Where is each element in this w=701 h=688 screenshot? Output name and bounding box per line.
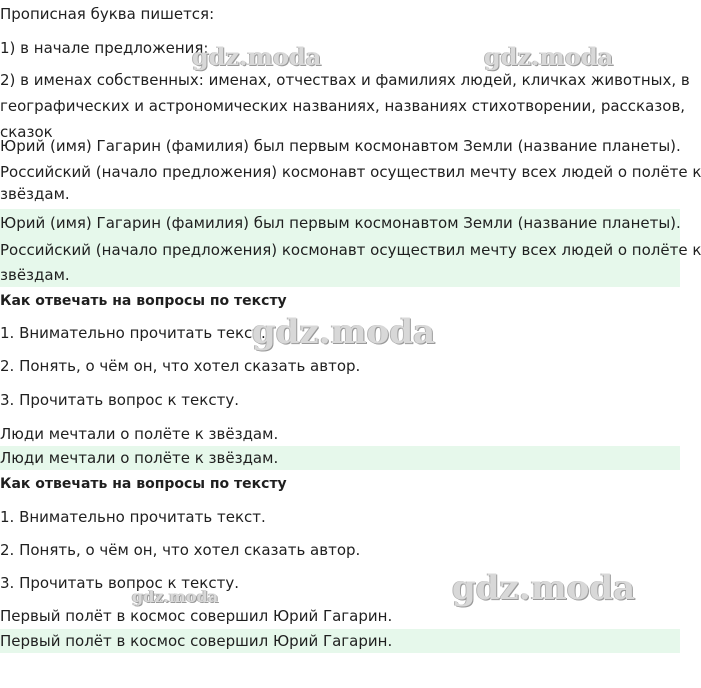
answer-1-block xyxy=(0,209,701,287)
answer-1-line-2: Российский (начало предложения) космонавт осуществил мечту всех людей о полёте к xyxy=(0,241,701,259)
watermark: gdz.moda xyxy=(132,587,219,606)
example-2-text: Люди мечтали о полёте к звёздам. xyxy=(0,425,279,443)
guide-2-step-2: 2. Понять, о чём он, что хотел сказать автор. xyxy=(0,541,361,559)
guide-1-heading: Как отвечать на вопросы по тексту xyxy=(0,293,287,309)
watermark: gdz.moda xyxy=(192,42,322,71)
watermark: gdz.moda xyxy=(252,312,436,352)
example-1-line-3: звёздам. xyxy=(0,185,70,203)
guide-1-step-2: 2. Понять, о чём он, что хотел сказать автор. xyxy=(0,357,361,375)
guide-1-step-3: 3. Прочитать вопрос к тексту. xyxy=(0,391,239,409)
answer-1-line-1: Юрий (имя) Гагарин (фамилия) был первым космонавтом Земли (название планеты). xyxy=(0,214,681,232)
rule-heading: Прописная буква пишется: xyxy=(0,5,215,23)
guide-2-step-1: 1. Внимательно прочитать текст. xyxy=(0,508,266,526)
example-3-text: Первый полёт в космос совершил Юрий Гагарин. xyxy=(0,607,393,625)
example-1-line-2: Российский (начало предложения) космонавт осуществил мечту всех людей о полёте к xyxy=(0,163,701,181)
watermark: gdz.moda xyxy=(484,42,614,71)
answer-2-text: Люди мечтали о полёте к звёздам. xyxy=(0,449,279,467)
rule-item-2-line-3: сказок xyxy=(0,123,53,141)
answer-3-block xyxy=(0,629,680,653)
example-1-line-1: Юрий (имя) Гагарин (фамилия) был первым космонавтом Земли (название планеты). xyxy=(0,137,681,155)
guide-1-step-1: 1. Внимательно прочитать текст. xyxy=(0,324,266,342)
rule-item-2-line-2: географических и астрономических названиях, названиях стихотворении, рассказов, xyxy=(0,97,686,115)
guide-2-heading: Как отвечать на вопросы по тексту xyxy=(0,476,287,492)
answer-1-line-3: звёздам. xyxy=(0,266,70,284)
answer-3-text: Первый полёт в космос совершил Юрий Гагарин. xyxy=(0,632,393,650)
rule-item-2-clip xyxy=(0,122,680,141)
rule-item-1: 1) в начале предложения; xyxy=(0,39,209,57)
answer-2-block xyxy=(0,446,680,470)
watermark: gdz.moda xyxy=(452,568,636,608)
guide-2-step-3: 3. Прочитать вопрос к тексту. xyxy=(0,574,239,592)
rule-item-2-line-1: 2) в именах собственных: именах, отчествах и фамилиях людей, кличках животных, в xyxy=(0,71,690,89)
